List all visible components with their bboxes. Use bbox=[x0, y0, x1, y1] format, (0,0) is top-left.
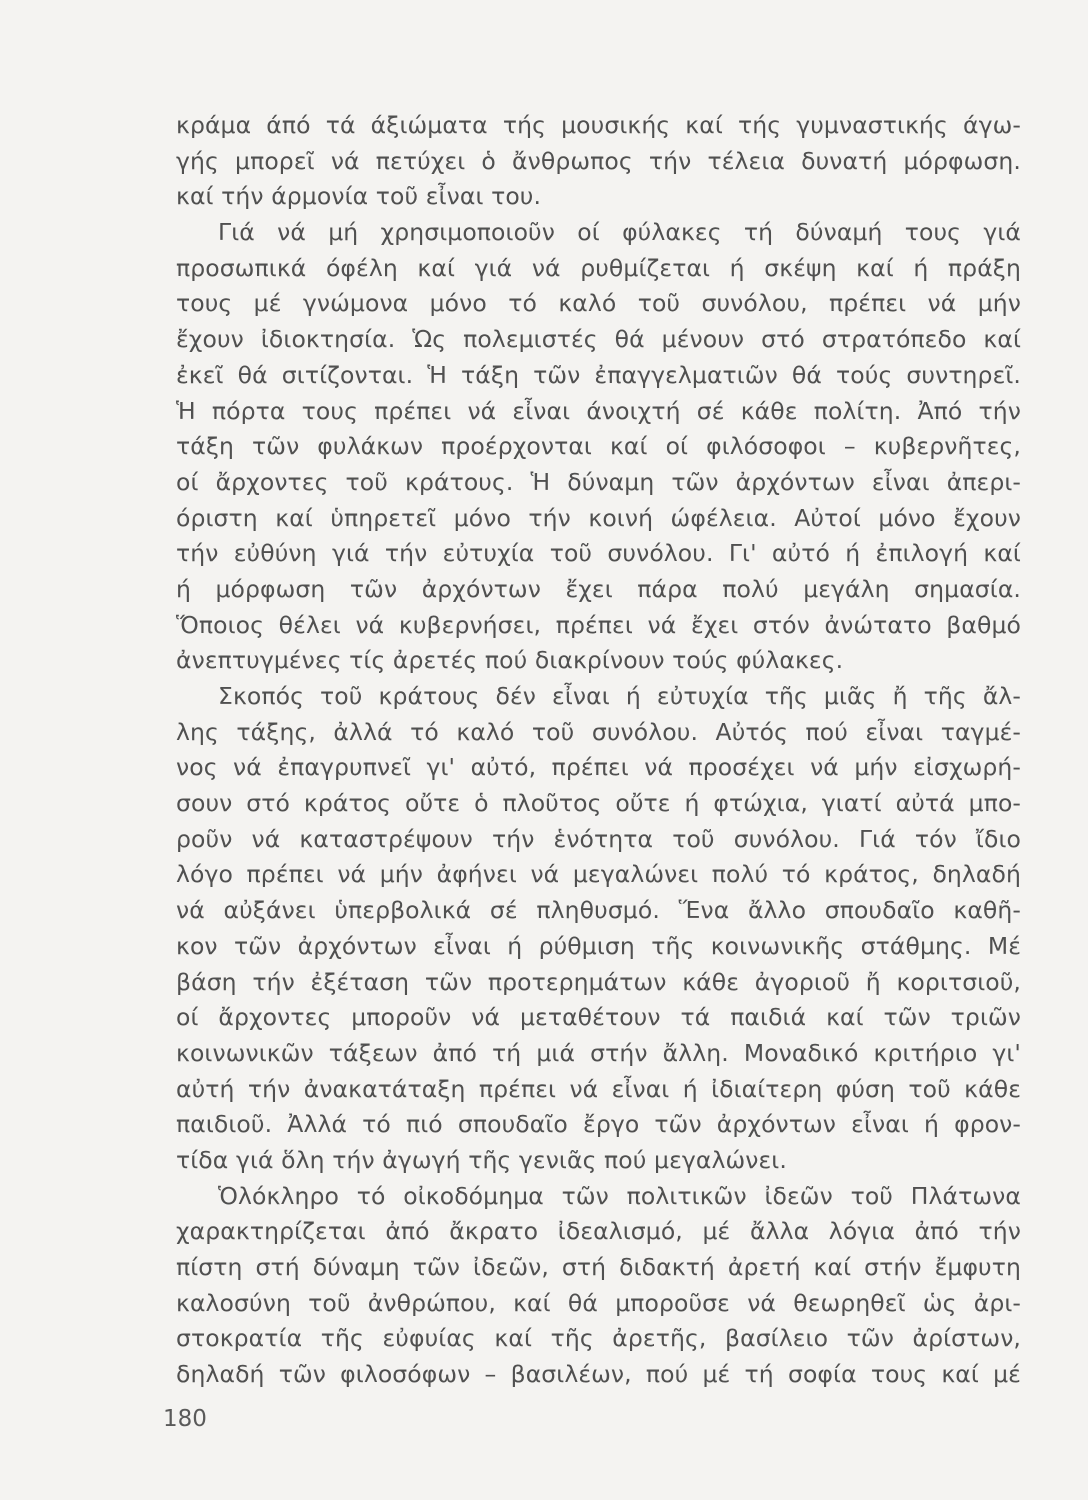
text-line: χαρακτηρίζεται ἀπό ἄκρατο ἰδεαλισμό, μέ ἄλλα λόγια ἀπό τήν bbox=[176, 1217, 1021, 1246]
text-line: προσωπικά όφέλη καί γιά νά ρυθμίζεται ή σκέψη καί ή πράξη bbox=[176, 253, 1021, 282]
text-line: κον τῶν ἀρχόντων εἶναι ή ρύθμιση τῆς κοινωνικῆς στάθμης. Μέ bbox=[176, 931, 1021, 960]
text-line: ή μόρφωση τῶν ἀρχόντων ἔχει πάρα πολύ μεγάλη σημασία. bbox=[176, 574, 1021, 603]
text-line: λόγο πρέπει νά μήν ἀφήνει νά μεγαλώνει πολύ τό κράτος, δηλαδή bbox=[176, 860, 1021, 889]
text-line: πίστη στή δύναμη τῶν ἰδεῶν, στή διδακτή ἀρετή καί στήν ἔμφυτη bbox=[176, 1253, 1021, 1281]
text-line: Ἡ πόρτα τους πρέπει νά εἶναι άνοιχτή σέ κάθε πολίτη. Ἀπό τήν bbox=[176, 396, 1021, 425]
text-line: γής μπορεῖ νά πετύχει ὁ ἄνθρωπος τήν τέλεια δυνατή μόρφωση. bbox=[176, 146, 1021, 175]
text-line: κράμα άπό τά άξιώματα τής μουσικής καί τής γυμναστικής άγω- bbox=[176, 111, 1021, 139]
text-line: νος νά ἐπαγρυπνεῖ γι' αὐτό, πρέπει νά προσέχει νά μήν εἰσχωρή- bbox=[176, 753, 1021, 782]
text-line: κοινωνικῶν τάξεων ἀπό τή μιά στήν ἄλλη. Μοναδικό κριτήριο γι' bbox=[176, 1038, 1021, 1067]
text-line: όριστη καί ὑπηρετεῖ μόνο τήν κοινή ώφέλεια. Αὐτοί μόνο ἔχουν bbox=[176, 503, 1021, 532]
text-line: αὐτή τήν ἀνακατάταξη πρέπει νά εἶναι ή ἰδιαίτερη φύση τοῦ κάθε bbox=[176, 1074, 1021, 1103]
text-line: τους μέ γνώμονα μόνο τό καλό τοῦ συνόλου, πρέπει νά μήν bbox=[176, 289, 1021, 318]
text-line: στοκρατία τῆς εὐφυίας καί τῆς ἀρετῆς, βασίλειο τῶν ἀρίστων, bbox=[176, 1324, 1021, 1353]
text-line: Σκοπός τοῦ κράτους δέν εἶναι ή εὐτυχία τῆς μιᾶς ἤ τῆς ἄλ- bbox=[218, 682, 1021, 710]
text-line: δηλαδή τῶν φιλοσόφων – βασιλέων, πού μέ τή σοφία τους καί μέ bbox=[176, 1360, 1021, 1389]
text-line: τάξη τῶν φυλάκων προέρχονται καί οί φιλόσοφοι – κυβερνῆτες, bbox=[176, 432, 1021, 461]
text-line: παιδιοῦ. Ἀλλά τό πιό σπουδαῖο ἔργο τῶν ἀρχόντων εἶναι ή φρον- bbox=[176, 1110, 1021, 1139]
text-line: ροῦν νά καταστρέψουν τήν ἑνότητα τοῦ συνόλου. Γιά τόν ἴδιο bbox=[176, 824, 1021, 853]
text-line: Ὁλόκληρο τό οἰκοδόμημα τῶν πολιτικῶν ἰδεῶν τοῦ Πλάτωνα bbox=[218, 1181, 1021, 1210]
text-line: Ὅποιος θέλει νά κυβερνήσει, πρέπει νά ἔχει στόν ἀνώτατο βαθμό bbox=[176, 610, 1021, 639]
text-line: καί τήν άρμονία τοῦ εἶναι του. bbox=[176, 182, 542, 211]
text-line: Γιά νά μή χρησιμοποιοῦν οί φύλακες τή δύναμή τους γιά bbox=[218, 218, 1021, 247]
text-line: καλοσύνη τοῦ ἀνθρώπου, καί θά μποροῦσε νά θεωρηθεῖ ὡς ἀρι- bbox=[176, 1288, 1021, 1317]
text-line: ἐκεῖ θά σιτίζονται. Ἡ τάξη τῶν ἐπαγγελματιῶν θά τούς συντηρεῖ. bbox=[176, 360, 1021, 389]
text-line: λης τάξης, ἀλλά τό καλό τοῦ συνόλου. Αὐτός πού εἶναι ταγμέ- bbox=[176, 717, 1021, 746]
text-line: οί ἄρχοντες μποροῦν νά μεταθέτουν τά παιδιά καί τῶν τριῶν bbox=[176, 1003, 1021, 1032]
text-line: οί ἄρχοντες τοῦ κράτους. Ἡ δύναμη τῶν ἀρχόντων εἶναι ἀπερι- bbox=[176, 467, 1021, 496]
text-line: ἔχουν ἰδιοκτησία. Ὡς πολεμιστές θά μένουν στό στρατόπεδο καί bbox=[176, 325, 1021, 354]
text-line: σουν στό κράτος οὔτε ὁ πλοῦτος οὔτε ή φτώχια, γιατί αὐτά μπο- bbox=[176, 789, 1021, 818]
text-line: ἀνεπτυγμένες τίς ἀρετές πού διακρίνουν τούς φύλακες. bbox=[176, 646, 844, 675]
text-line: τίδα γιά ὅλη τήν ἀγωγή τῆς γενιᾶς πού μεγαλώνει. bbox=[176, 1145, 787, 1174]
page-number: 180 bbox=[163, 1406, 207, 1432]
text-line: βάση τήν ἐξέταση τῶν προτερημάτων κάθε ἀγοριοῦ ἤ κοριτσιοῦ, bbox=[176, 967, 1021, 996]
body-text bbox=[176, 108, 1021, 1393]
text-line: τήν εὐθύνη γιά τήν εὐτυχία τοῦ συνόλου. Γι' αὐτό ή ἐπιλογή καί bbox=[176, 539, 1021, 568]
text-line: νά αὐξάνει ὑπερβολικά σέ πληθυσμό. Ἕνα ἄλλο σπουδαῖο καθῆ- bbox=[176, 896, 1021, 925]
